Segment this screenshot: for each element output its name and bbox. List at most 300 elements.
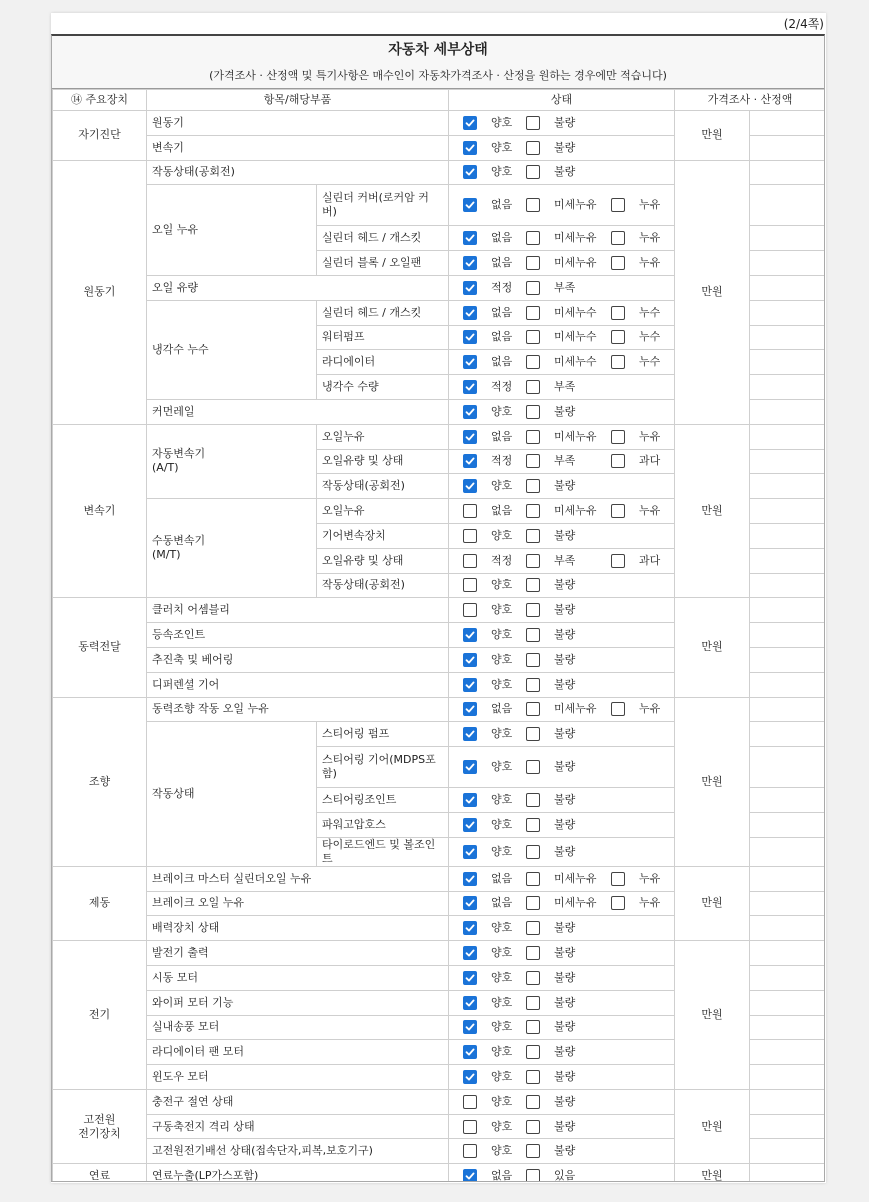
status-option[interactable] [463,1070,526,1084]
page-number: (2/4쪽) [783,17,824,31]
status-option[interactable] [611,430,660,444]
remarks-cell[interactable] [750,1164,826,1182]
status-option[interactable] [463,116,526,130]
status-option[interactable] [526,430,611,444]
price-unit-cell[interactable]: 만원 [675,160,750,424]
checkbox-empty-icon[interactable] [611,198,625,212]
checkbox-empty-icon[interactable] [611,872,625,886]
price-unit-cell[interactable]: 만원 [675,1164,750,1182]
option-label: 불량 [554,844,576,858]
table-header-row [53,90,826,111]
checkbox-checked-icon[interactable] [463,896,477,910]
checkbox-empty-icon[interactable] [611,702,625,716]
status-option[interactable] [526,141,575,155]
remarks-cell[interactable] [750,1015,826,1040]
remarks-cell[interactable] [750,350,826,375]
checkbox-empty-icon[interactable] [526,793,540,807]
status-options [463,996,674,1010]
status-option[interactable] [463,479,526,493]
status-option[interactable] [463,727,526,741]
checkbox-empty-icon[interactable] [526,921,540,935]
checkbox-empty-icon[interactable] [611,256,625,270]
status-option[interactable] [526,198,611,212]
checkbox-empty-icon[interactable] [526,504,540,518]
checkbox-empty-icon[interactable] [526,1095,540,1109]
option-label: 불량 [554,817,576,831]
item-cell: 커먼레일 [147,399,449,424]
checkbox-empty-icon[interactable] [611,430,625,444]
remarks-cell[interactable] [750,866,826,891]
remarks-cell[interactable] [750,891,826,916]
status-option[interactable] [463,760,526,774]
status-option[interactable] [526,921,575,935]
remarks-cell[interactable] [750,647,826,672]
status-option[interactable] [526,818,575,832]
status-option[interactable] [463,896,526,910]
item-cell: 시동 모터 [147,965,449,990]
price-unit-cell[interactable]: 만원 [675,697,750,866]
checkbox-empty-icon[interactable] [526,678,540,692]
checkbox-empty-icon[interactable] [463,504,477,518]
checkbox-empty-icon[interactable] [526,896,540,910]
status-options [463,1070,674,1084]
checkbox-empty-icon[interactable] [463,529,477,543]
status-option[interactable] [463,678,526,692]
status-option[interactable] [526,1120,575,1134]
remarks-cell[interactable] [750,160,826,185]
status-option[interactable] [526,231,611,245]
status-option[interactable] [463,996,526,1010]
checkbox-empty-icon[interactable] [526,1045,540,1059]
checkbox-empty-icon[interactable] [526,578,540,592]
checkbox-checked-icon[interactable] [463,727,477,741]
status-option[interactable] [526,1070,575,1084]
remarks-cell[interactable] [750,573,826,598]
form-subtitle: (가격조사 · 산정액 및 특기사항은 매수인이 자동차가격조사 · 산정을 원하는 경우에만 적습니다) [209,69,667,82]
checkbox-empty-icon[interactable] [611,330,625,344]
checkbox-empty-icon[interactable] [526,306,540,320]
status-option[interactable] [463,628,526,642]
status-option[interactable] [463,946,526,960]
remarks-cell[interactable] [750,325,826,350]
checkbox-empty-icon[interactable] [526,405,540,419]
status-option[interactable] [463,231,526,245]
status-option[interactable] [526,760,575,774]
checkbox-checked-icon[interactable] [463,946,477,960]
checkbox-checked-icon[interactable] [463,281,477,295]
status-option[interactable] [463,921,526,935]
checkbox-empty-icon[interactable] [526,198,540,212]
option-label: 불량 [554,115,576,129]
checkbox-checked-icon[interactable] [463,628,477,642]
status-cell [449,1015,675,1040]
status-option[interactable] [526,971,575,985]
status-option[interactable] [526,454,611,468]
status-option[interactable] [463,454,526,468]
checkbox-checked-icon[interactable] [463,405,477,419]
remarks-cell[interactable] [750,399,826,424]
item-group-label: 수동변속기 [152,534,206,548]
status-cell [449,375,675,400]
checkbox-checked-icon[interactable] [463,996,477,1010]
checkbox-checked-icon[interactable] [463,845,477,859]
checkbox-empty-icon[interactable] [526,529,540,543]
status-option[interactable] [463,141,526,155]
checkbox-empty-icon[interactable] [526,1169,540,1182]
checkbox-checked-icon[interactable] [463,971,477,985]
status-option[interactable] [526,1169,575,1182]
checkbox-empty-icon[interactable] [526,355,540,369]
price-unit-cell[interactable]: 만원 [675,598,750,697]
checkbox-empty-icon[interactable] [526,256,540,270]
checkbox-empty-icon[interactable] [526,554,540,568]
status-option[interactable] [611,198,660,212]
table-row [53,598,826,623]
checkbox-checked-icon[interactable] [463,1045,477,1059]
status-option[interactable] [463,818,526,832]
status-option[interactable] [526,1020,575,1034]
checkbox-empty-icon[interactable] [526,1070,540,1084]
status-options [463,921,674,935]
status-option[interactable] [463,198,526,212]
checkbox-empty-icon[interactable] [526,603,540,617]
checkbox-empty-icon[interactable] [611,504,625,518]
price-unit-cell[interactable]: 만원 [675,424,750,598]
checkbox-empty-icon[interactable] [526,971,540,985]
checkbox-empty-icon[interactable] [611,896,625,910]
checkbox-checked-icon[interactable] [463,1169,477,1182]
option-label: 양호 [491,404,513,418]
checkbox-empty-icon[interactable] [463,1144,477,1158]
checkbox-empty-icon[interactable] [526,628,540,642]
option-label: 적정 [491,553,513,567]
status-options [463,1120,674,1134]
status-option[interactable] [463,793,526,807]
remarks-cell[interactable] [750,788,826,813]
checkbox-empty-icon[interactable] [463,1095,477,1109]
remarks-cell[interactable] [750,474,826,499]
status-option[interactable] [526,872,611,886]
status-option[interactable] [463,872,526,886]
checkbox-empty-icon[interactable] [526,1144,540,1158]
status-option[interactable] [526,793,575,807]
checkbox-checked-icon[interactable] [463,479,477,493]
option-label: 양호 [491,115,513,129]
status-option[interactable] [463,529,526,543]
status-option[interactable] [611,231,660,245]
checkbox-checked-icon[interactable] [463,380,477,394]
status-cell [449,226,675,251]
checkbox-empty-icon[interactable] [526,231,540,245]
checkbox-empty-icon[interactable] [463,603,477,617]
checkbox-empty-icon[interactable] [526,380,540,394]
status-option[interactable] [526,896,611,910]
status-option[interactable] [463,1020,526,1034]
status-options [463,1020,674,1034]
status-option[interactable] [463,1169,526,1182]
remarks-cell[interactable] [750,598,826,623]
status-option[interactable] [463,702,526,716]
price-unit-cell[interactable]: 만원 [675,1089,750,1163]
status-options [463,355,674,369]
status-option[interactable] [526,256,611,270]
status-option[interactable] [526,653,575,667]
checkbox-empty-icon[interactable] [526,281,540,295]
checkbox-empty-icon[interactable] [526,165,540,179]
option-label: 불량 [554,652,576,666]
status-option[interactable] [463,1120,526,1134]
checkbox-checked-icon[interactable] [463,330,477,344]
status-option[interactable] [611,454,660,468]
checkbox-checked-icon[interactable] [463,306,477,320]
status-cell [449,891,675,916]
status-option[interactable] [463,578,526,592]
remarks-cell[interactable] [750,812,826,837]
status-option[interactable] [526,405,575,419]
checkbox-checked-icon[interactable] [463,116,477,130]
option-label: 부족 [554,454,576,468]
status-option[interactable] [463,1095,526,1109]
status-option[interactable] [463,256,526,270]
checkbox-checked-icon[interactable] [463,454,477,468]
checkbox-checked-icon[interactable] [463,256,477,270]
checkbox-empty-icon[interactable] [463,578,477,592]
checkbox-checked-icon[interactable] [463,165,477,179]
status-option[interactable] [611,504,660,518]
item-cell: 원동기 [147,111,449,136]
remarks-cell[interactable] [750,1065,826,1090]
status-option[interactable] [526,306,611,320]
status-option[interactable] [526,678,575,692]
sub-item-cell: 파워고압호스 [317,812,449,837]
checkbox-checked-icon[interactable] [463,702,477,716]
price-unit-cell[interactable]: 만원 [675,866,750,940]
status-option[interactable] [463,405,526,419]
status-cell [449,251,675,276]
checkbox-checked-icon[interactable] [463,198,477,212]
status-options [463,256,674,270]
status-option[interactable] [526,529,575,543]
option-label: 부족 [554,380,576,394]
checkbox-empty-icon[interactable] [526,454,540,468]
item-cell: 변속기 [147,135,449,160]
remarks-cell[interactable] [750,523,826,548]
option-label: 미세누유 [554,231,597,245]
remarks-cell[interactable] [750,449,826,474]
checkbox-checked-icon[interactable] [463,231,477,245]
status-option[interactable] [463,306,526,320]
status-option[interactable] [611,330,660,344]
checkbox-empty-icon[interactable] [463,1120,477,1134]
status-option[interactable] [463,1144,526,1158]
item-cell: 클러치 어셈블리 [147,598,449,623]
status-options [463,405,674,419]
checkbox-empty-icon[interactable] [526,430,540,444]
status-option[interactable] [463,330,526,344]
price-unit-cell[interactable]: 만원 [675,941,750,1090]
checkbox-empty-icon[interactable] [526,653,540,667]
checkbox-checked-icon[interactable] [463,678,477,692]
checkbox-empty-icon[interactable] [526,1020,540,1034]
status-option[interactable] [611,896,660,910]
checkbox-checked-icon[interactable] [463,760,477,774]
remarks-cell[interactable] [750,1114,826,1139]
checkbox-empty-icon[interactable] [526,116,540,130]
status-option[interactable] [526,946,575,960]
status-option[interactable] [463,380,526,394]
status-option[interactable] [526,165,575,179]
checkbox-empty-icon[interactable] [526,845,540,859]
remarks-cell[interactable] [750,424,826,449]
option-label: 부족 [554,553,576,567]
status-option[interactable] [611,872,660,886]
checkbox-empty-icon[interactable] [611,231,625,245]
option-label: 양호 [491,1119,513,1133]
status-option[interactable] [463,653,526,667]
status-options [463,380,674,394]
remarks-cell[interactable] [750,135,826,160]
status-option[interactable] [526,996,575,1010]
status-option[interactable] [463,281,526,295]
status-option[interactable] [611,256,660,270]
remarks-cell[interactable] [750,1139,826,1164]
status-option[interactable] [463,845,526,859]
status-option[interactable] [526,330,611,344]
remarks-cell[interactable] [750,111,826,136]
status-option[interactable] [526,702,611,716]
remarks-cell[interactable] [750,941,826,966]
remarks-cell[interactable] [750,623,826,648]
checkbox-checked-icon[interactable] [463,1020,477,1034]
status-option[interactable] [463,504,526,518]
status-option[interactable] [463,971,526,985]
status-options [463,896,674,910]
remarks-cell[interactable] [750,990,826,1015]
status-option[interactable] [463,603,526,617]
remarks-cell[interactable] [750,300,826,325]
status-options [463,971,674,985]
checkbox-checked-icon[interactable] [463,430,477,444]
checkbox-empty-icon[interactable] [611,306,625,320]
checkbox-empty-icon[interactable] [526,996,540,1010]
status-option[interactable] [526,578,575,592]
status-option[interactable] [526,1144,575,1158]
remarks-cell[interactable] [750,1040,826,1065]
option-label: 미세누유 [554,896,597,910]
checkbox-checked-icon[interactable] [463,872,477,886]
option-label: 미세누유 [554,256,597,270]
remarks-cell[interactable] [750,185,826,226]
status-option[interactable] [463,355,526,369]
remarks-cell[interactable] [750,722,826,747]
checkbox-empty-icon[interactable] [526,872,540,886]
remarks-cell[interactable] [750,275,826,300]
status-option[interactable] [526,845,575,859]
status-option[interactable] [526,281,575,295]
status-option[interactable] [463,430,526,444]
checkbox-empty-icon[interactable] [526,760,540,774]
checkbox-checked-icon[interactable] [463,355,477,369]
checkbox-empty-icon[interactable] [526,479,540,493]
remarks-cell[interactable] [750,672,826,697]
status-option[interactable] [526,1095,575,1109]
remarks-cell[interactable] [750,1089,826,1114]
remarks-cell[interactable] [750,965,826,990]
checkbox-empty-icon[interactable] [463,554,477,568]
checkbox-checked-icon[interactable] [463,818,477,832]
status-option[interactable] [526,380,575,394]
status-option[interactable] [463,1045,526,1059]
status-option[interactable] [526,1045,575,1059]
remarks-cell[interactable] [750,916,826,941]
checkbox-empty-icon[interactable] [611,554,625,568]
option-label: 불량 [554,578,576,592]
option-label: 불량 [554,677,576,691]
checkbox-empty-icon[interactable] [611,355,625,369]
remarks-cell[interactable] [750,375,826,400]
checkbox-checked-icon[interactable] [463,141,477,155]
status-cell [449,990,675,1015]
device-cell [53,424,147,598]
remarks-cell[interactable] [750,697,826,722]
sub-item-cell: 실린더 커버(로커암 커버) [317,185,449,226]
option-label: 불량 [554,1020,576,1034]
checkbox-empty-icon[interactable] [526,818,540,832]
checkbox-checked-icon[interactable] [463,653,477,667]
status-option[interactable] [526,504,611,518]
checkbox-empty-icon[interactable] [526,141,540,155]
remarks-cell[interactable] [750,499,826,524]
status-option[interactable] [611,306,660,320]
status-option[interactable] [611,554,660,568]
status-option[interactable] [463,554,526,568]
checkbox-empty-icon[interactable] [526,702,540,716]
status-option[interactable] [526,603,575,617]
checkbox-checked-icon[interactable] [463,1070,477,1084]
remarks-cell[interactable] [750,837,826,866]
sub-item-cell: 오일누유 [317,424,449,449]
option-label: 미세누수 [554,355,597,369]
device-name: 동력전달 [78,640,121,654]
price-unit-cell[interactable]: 만원 [675,111,750,161]
checkbox-checked-icon[interactable] [463,921,477,935]
checkbox-checked-icon[interactable] [463,793,477,807]
remarks-cell[interactable] [750,251,826,276]
checkbox-empty-icon[interactable] [611,454,625,468]
remarks-cell[interactable] [750,548,826,573]
checkbox-empty-icon[interactable] [526,1120,540,1134]
status-option[interactable] [611,702,660,716]
status-cell [449,1089,675,1114]
status-option[interactable] [526,554,611,568]
option-label: 양호 [491,165,513,179]
checkbox-empty-icon[interactable] [526,330,540,344]
status-option[interactable] [526,479,575,493]
checkbox-empty-icon[interactable] [526,727,540,741]
status-option[interactable] [526,116,575,130]
option-label: 양호 [491,628,513,642]
status-option[interactable] [611,355,660,369]
status-option[interactable] [463,165,526,179]
checkbox-empty-icon[interactable] [526,946,540,960]
remarks-cell[interactable] [750,226,826,251]
status-option[interactable] [526,355,611,369]
option-label: 양호 [491,1069,513,1083]
status-option[interactable] [526,727,575,741]
remarks-cell[interactable] [750,747,826,788]
status-option[interactable] [526,628,575,642]
form-frame [51,34,825,1182]
